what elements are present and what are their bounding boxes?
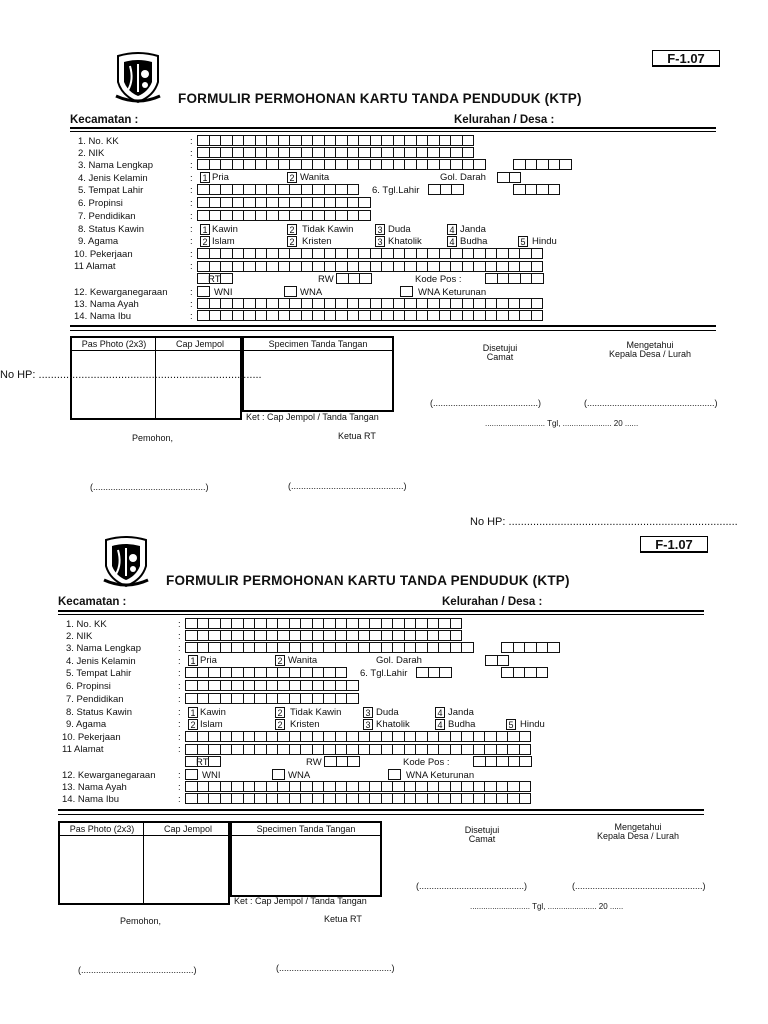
tgl-lahir-label: 6. Tgl.Lahir <box>372 185 420 196</box>
agama-option-1-box[interactable]: 2 <box>200 236 210 247</box>
gol-darah-label: Gol. Darah <box>376 655 422 666</box>
colon: : <box>190 198 193 209</box>
input-box-cell[interactable] <box>358 210 371 221</box>
agama-option-kristen: Kristen <box>302 236 332 247</box>
nama-ayah-boxes[interactable] <box>185 781 531 792</box>
input-box-cell[interactable] <box>519 756 532 767</box>
jk-option-1-box[interactable]: 1 <box>200 172 210 183</box>
agama-option-budha: Budha <box>448 719 476 730</box>
disetujui-label: Disetujui <box>464 825 500 835</box>
input-box-cell[interactable] <box>462 147 475 158</box>
agama-option-4-box[interactable]: 4 <box>447 236 457 247</box>
tgl-lahir-year-boxes[interactable] <box>501 667 548 678</box>
kelurahan-label: Kelurahan / Desa : <box>454 114 555 126</box>
colon: : <box>178 794 181 805</box>
pas-photo-label: Pas Photo (2x3) <box>81 339 147 349</box>
label-no-kk: 1. No. KK <box>78 136 119 147</box>
ketua-rt-label: Ketua RT <box>324 914 362 924</box>
colon: : <box>178 732 181 743</box>
input-box-cell[interactable] <box>497 655 510 666</box>
input-box-cell[interactable] <box>359 273 372 284</box>
agama-option-4-box[interactable]: 4 <box>435 719 445 730</box>
gol-darah-boxes[interactable] <box>485 655 509 666</box>
tgl-lahir-day-boxes[interactable] <box>428 184 464 195</box>
input-box-cell[interactable] <box>388 769 401 780</box>
pemohon-signature-line[interactable]: (.............................................) <box>78 965 197 975</box>
section-rule <box>70 325 716 327</box>
section-rule-thin <box>58 814 704 815</box>
kepala-desa-label: Kepala Desa / Lurah <box>596 831 680 841</box>
section-rule-thin <box>70 330 716 331</box>
kwn-option-wni: WNI <box>214 287 233 298</box>
colon: : <box>190 261 193 272</box>
input-box-cell[interactable] <box>536 667 549 678</box>
agama-option-5-box[interactable]: 5 <box>506 719 516 730</box>
alamat-boxes[interactable] <box>197 261 543 272</box>
kode-pos-label: Kode Pos : <box>415 274 462 285</box>
input-box-cell[interactable] <box>462 135 475 146</box>
kawin-option-1-box[interactable]: 1 <box>188 707 198 718</box>
header-rule <box>70 127 716 129</box>
tempat-lahir-boxes[interactable] <box>185 667 347 678</box>
agama-option-2-box[interactable]: 2 <box>287 236 297 247</box>
specimen-label: Specimen Tanda Tangan <box>268 339 368 349</box>
kode-pos-boxes[interactable] <box>485 273 544 284</box>
mengetahui-label: Mengetahui <box>614 822 662 832</box>
label-jk: 4. Jenis Kelamin <box>78 173 148 184</box>
label-nama-ibu: 14. Nama Ibu <box>62 794 120 805</box>
input-box-cell[interactable] <box>461 642 474 653</box>
colon: : <box>178 681 181 692</box>
colon: : <box>178 631 181 642</box>
colon: : <box>190 173 193 184</box>
nama-boxes[interactable] <box>197 159 486 170</box>
label-tempat-lahir: 5. Tempat Lahir <box>66 668 132 679</box>
kawin-option-kawin: Kawin <box>212 224 238 235</box>
nama-ibu-boxes[interactable] <box>197 310 543 321</box>
input-box-cell[interactable] <box>208 756 221 767</box>
wni-box[interactable] <box>185 769 198 780</box>
label-jk: 4. Jenis Kelamin <box>66 656 136 667</box>
colon: : <box>178 668 181 679</box>
agama-option-kristen: Kristen <box>290 719 320 730</box>
input-box-cell[interactable] <box>519 793 532 804</box>
input-box-cell[interactable] <box>358 197 371 208</box>
propinsi-boxes[interactable] <box>197 197 371 208</box>
agama-option-2-box[interactable]: 2 <box>275 719 285 730</box>
kwn-option-wna: WNA <box>300 287 323 298</box>
label-alamat: 11 Alamat <box>62 744 104 755</box>
input-box-cell[interactable] <box>473 159 486 170</box>
propinsi-boxes[interactable] <box>185 680 359 691</box>
label-pendidikan: 7. Pendidikan <box>78 211 136 222</box>
ket-label: Ket : Cap Jempol / Tanda Tangan <box>234 896 367 906</box>
input-box-cell[interactable] <box>559 159 572 170</box>
colon: : <box>178 643 181 654</box>
agama-option-hindu: Hindu <box>520 719 545 730</box>
jk-option-wanita: Wanita <box>300 172 330 183</box>
tgl-lahir-year-boxes[interactable] <box>513 184 560 195</box>
colon: : <box>190 148 193 159</box>
kwn-option-wna-keturunan: WNA Keturunan <box>406 770 475 781</box>
tgl-lahir-day-boxes[interactable] <box>416 667 452 678</box>
gol-darah-boxes[interactable] <box>497 172 521 183</box>
colon: : <box>190 236 193 247</box>
tgl-line[interactable]: ........................... Tgl, ...................... 20 ...... <box>485 419 639 428</box>
ketua-rt-signature-line[interactable]: (.............................................) <box>276 963 395 973</box>
colon: : <box>178 707 181 718</box>
input-box-cell[interactable] <box>531 273 544 284</box>
kawin-option-tidak-kawin: Tidak Kawin <box>302 224 354 235</box>
nama-boxes-extra[interactable] <box>513 159 572 170</box>
label-nik: 2. NIK <box>78 148 105 159</box>
no-kk-boxes[interactable] <box>185 618 462 629</box>
agama-option-islam: Islam <box>200 719 223 730</box>
tempat-lahir-boxes[interactable] <box>197 184 359 195</box>
form-title: FORMULIR PERMOHONAN KARTU TANDA PENDUDUK (KTP) <box>166 573 570 588</box>
agama-option-5-box[interactable]: 5 <box>518 236 528 247</box>
jk-option-2-box[interactable]: 2 <box>275 655 285 666</box>
rw-boxes[interactable] <box>324 756 360 767</box>
mengetahui-label: Mengetahui <box>626 340 674 350</box>
colon: : <box>178 770 181 781</box>
pekerjaan-boxes[interactable] <box>185 731 531 742</box>
colon: : <box>190 160 193 171</box>
tgl-lahir-label: 6. Tgl.Lahir <box>360 668 408 679</box>
agama-option-3-box[interactable]: 3 <box>363 719 373 730</box>
input-box-cell[interactable] <box>220 273 233 284</box>
input-box-cell[interactable] <box>451 184 464 195</box>
header-rule <box>58 610 704 612</box>
ketua-rt-label: Ketua RT <box>338 431 376 441</box>
input-box-cell[interactable] <box>272 769 285 780</box>
kawin-option-1-box[interactable]: 1 <box>200 224 210 235</box>
form-code: F-1.07 <box>640 536 708 553</box>
kawin-option-duda: Duda <box>376 707 399 718</box>
agama-option-khatolik: Khatolik <box>388 236 422 247</box>
label-status-kawin: 8. Status Kawin <box>78 224 145 235</box>
wna-keturunan-box[interactable] <box>400 286 413 297</box>
nik-boxes[interactable] <box>185 630 462 641</box>
input-box-cell[interactable] <box>185 769 198 780</box>
colon: : <box>190 287 193 298</box>
pendidikan-boxes[interactable] <box>197 210 371 221</box>
nama-ayah-boxes[interactable] <box>197 298 543 309</box>
camat-label: Camat <box>468 834 496 844</box>
colon: : <box>190 211 193 222</box>
rw-label: RW <box>306 757 322 768</box>
regional-emblem-logo <box>102 536 150 588</box>
kawin-option-duda: Duda <box>388 224 411 235</box>
label-pekerjaan: 10. Pekerjaan <box>62 732 121 743</box>
rw-label: RW <box>318 274 334 285</box>
label-nama: 3. Nama Lengkap <box>66 643 141 654</box>
label-alamat: 11 Alamat <box>74 261 116 272</box>
label-nik: 2. NIK <box>66 631 93 642</box>
colon: : <box>178 719 181 730</box>
colon: : <box>190 224 193 235</box>
kwn-option-wna-keturunan: WNA Keturunan <box>418 287 487 298</box>
ket-label: Ket : Cap Jempol / Tanda Tangan <box>246 412 379 422</box>
colon: : <box>178 782 181 793</box>
input-box-cell[interactable] <box>548 184 561 195</box>
nama-ibu-boxes[interactable] <box>185 793 531 804</box>
kawin-option-4-box[interactable]: 4 <box>447 224 457 235</box>
kawin-option-tidak-kawin: Tidak Kawin <box>290 707 342 718</box>
colon: : <box>178 694 181 705</box>
camat-signature-line[interactable]: (..........................................) <box>416 881 528 891</box>
label-propinsi: 6. Propinsi <box>78 198 123 209</box>
alamat-boxes[interactable] <box>185 744 531 755</box>
wna-box[interactable] <box>272 769 285 780</box>
kecamatan-label: Kecamatan : <box>70 114 139 126</box>
label-nama-ayah: 13. Nama Ayah <box>62 782 127 793</box>
input-box-cell[interactable] <box>531 310 544 321</box>
ketua-rt-signature-line[interactable]: (.............................................) <box>288 481 407 491</box>
label-status-kawin: 8. Status Kawin <box>66 707 133 718</box>
label-tempat-lahir: 5. Tempat Lahir <box>78 185 144 196</box>
label-no-kk: 1. No. KK <box>66 619 107 630</box>
kawin-option-2-box[interactable]: 2 <box>287 224 297 235</box>
label-propinsi: 6. Propinsi <box>66 681 111 692</box>
regional-emblem-logo <box>114 52 162 104</box>
kecamatan-label: Kecamatan : <box>58 596 127 608</box>
input-box-cell[interactable] <box>335 667 348 678</box>
camat-label: Camat <box>486 352 514 362</box>
form-code: F-1.07 <box>652 50 720 67</box>
pas-photo-label: Pas Photo (2x3) <box>69 824 135 834</box>
nik-boxes[interactable] <box>197 147 474 158</box>
kawin-option-4-box[interactable]: 4 <box>435 707 445 718</box>
jk-option-pria: Pria <box>200 655 217 666</box>
kepala-desa-signature-line[interactable]: (...................................................) <box>584 398 718 408</box>
colon: : <box>190 136 193 147</box>
input-box-cell[interactable] <box>346 680 359 691</box>
kwn-option-wna: WNA <box>288 770 311 781</box>
kawin-option-kawin: Kawin <box>200 707 226 718</box>
label-pendidikan: 7. Pendidikan <box>66 694 124 705</box>
rt-label: RT <box>196 757 209 768</box>
header-rule-thin <box>70 131 716 132</box>
agama-option-budha: Budha <box>460 236 488 247</box>
kode-pos-boxes[interactable] <box>473 756 532 767</box>
kepala-desa-label: Kepala Desa / Lurah <box>608 349 692 359</box>
kawin-option-3-box[interactable]: 3 <box>375 224 385 235</box>
input-box-cell[interactable] <box>439 667 452 678</box>
jk-option-pria: Pria <box>212 172 229 183</box>
input-box-cell[interactable] <box>509 172 522 183</box>
kode-pos-label: Kode Pos : <box>403 757 450 768</box>
pekerjaan-boxes[interactable] <box>197 248 543 259</box>
colon: : <box>190 299 193 310</box>
pemohon-signature-line[interactable]: (.............................................) <box>90 482 209 492</box>
input-box-cell[interactable] <box>347 756 360 767</box>
kawin-option-janda: Janda <box>448 707 474 718</box>
input-box-cell[interactable] <box>519 744 532 755</box>
wna-keturunan-box[interactable] <box>388 769 401 780</box>
tgl-line[interactable]: ........................... Tgl, ...................... 20 ...... <box>470 902 624 911</box>
agama-option-islam: Islam <box>212 236 235 247</box>
label-pekerjaan: 10. Pekerjaan <box>74 249 133 260</box>
input-box-cell[interactable] <box>197 286 210 297</box>
nama-boxes[interactable] <box>185 642 474 653</box>
photo-thumb-box[interactable] <box>58 821 230 905</box>
colon: : <box>190 185 193 196</box>
section-rule <box>58 809 704 811</box>
input-box-cell[interactable] <box>347 184 360 195</box>
input-box-cell[interactable] <box>519 781 532 792</box>
label-agama: 9. Agama <box>78 236 119 247</box>
pemohon-label: Pemohon, <box>132 433 174 443</box>
wna-box[interactable] <box>284 286 297 297</box>
pemohon-label: Pemohon, <box>120 916 162 926</box>
kepala-desa-signature-line[interactable]: (...................................................) <box>572 881 706 891</box>
cap-jempol-label: Cap Jempol <box>163 824 213 834</box>
cap-jempol-label: Cap Jempol <box>175 339 225 349</box>
divider <box>143 823 144 903</box>
input-box-cell[interactable] <box>519 731 532 742</box>
gol-darah-label: Gol. Darah <box>440 172 486 183</box>
form-title: FORMULIR PERMOHONAN KARTU TANDA PENDUDUK (KTP) <box>178 91 582 106</box>
agama-option-3-box[interactable]: 3 <box>375 236 385 247</box>
kawin-option-3-box[interactable]: 3 <box>363 707 373 718</box>
jk-option-2-box[interactable]: 2 <box>287 172 297 183</box>
input-box-cell[interactable] <box>450 630 463 641</box>
colon: : <box>178 619 181 630</box>
input-box-cell[interactable] <box>400 286 413 297</box>
colon: : <box>178 656 181 667</box>
input-box-cell[interactable] <box>531 298 544 309</box>
kawin-option-2-box[interactable]: 2 <box>275 707 285 718</box>
input-box-cell[interactable] <box>531 261 544 272</box>
specimen-signature-box[interactable] <box>242 336 394 412</box>
camat-signature-line[interactable]: (..........................................) <box>430 398 542 408</box>
colon: : <box>190 249 193 260</box>
disetujui-label: Disetujui <box>482 343 518 353</box>
kelurahan-label: Kelurahan / Desa : <box>442 596 543 608</box>
input-box-cell[interactable] <box>547 642 560 653</box>
input-box-cell[interactable] <box>346 693 359 704</box>
no-hp-field-left[interactable]: No HP: ......................................................................... <box>0 369 262 381</box>
label-nama-ibu: 14. Nama Ibu <box>74 311 132 322</box>
input-box-cell[interactable] <box>531 248 544 259</box>
label-kewarganegaraan: 12. Kewarganegaraan <box>62 770 156 781</box>
rw-boxes[interactable] <box>336 273 372 284</box>
specimen-signature-box[interactable] <box>230 821 382 897</box>
colon: : <box>190 311 193 322</box>
pendidikan-boxes[interactable] <box>185 693 359 704</box>
input-box-cell[interactable] <box>450 618 463 629</box>
input-box-cell[interactable] <box>284 286 297 297</box>
label-nama-ayah: 13. Nama Ayah <box>74 299 139 310</box>
nama-boxes-extra[interactable] <box>501 642 560 653</box>
label-agama: 9. Agama <box>66 719 107 730</box>
kawin-option-janda: Janda <box>460 224 486 235</box>
agama-option-khatolik: Khatolik <box>376 719 410 730</box>
label-nama: 3. Nama Lengkap <box>78 160 153 171</box>
agama-option-1-box[interactable]: 2 <box>188 719 198 730</box>
colon: : <box>178 744 181 755</box>
no-kk-boxes[interactable] <box>197 135 474 146</box>
jk-option-1-box[interactable]: 1 <box>188 655 198 666</box>
jk-option-wanita: Wanita <box>288 655 318 666</box>
rt-label: RT <box>208 274 221 285</box>
header-rule-thin <box>58 614 704 615</box>
label-kewarganegaraan: 12. Kewarganegaraan <box>74 287 168 298</box>
specimen-label: Specimen Tanda Tangan <box>256 824 356 834</box>
kwn-option-wni: WNI <box>202 770 221 781</box>
no-hp-field-right[interactable]: No HP: ........................................................................... <box>470 516 738 528</box>
agama-option-hindu: Hindu <box>532 236 557 247</box>
wni-box[interactable] <box>197 286 210 297</box>
